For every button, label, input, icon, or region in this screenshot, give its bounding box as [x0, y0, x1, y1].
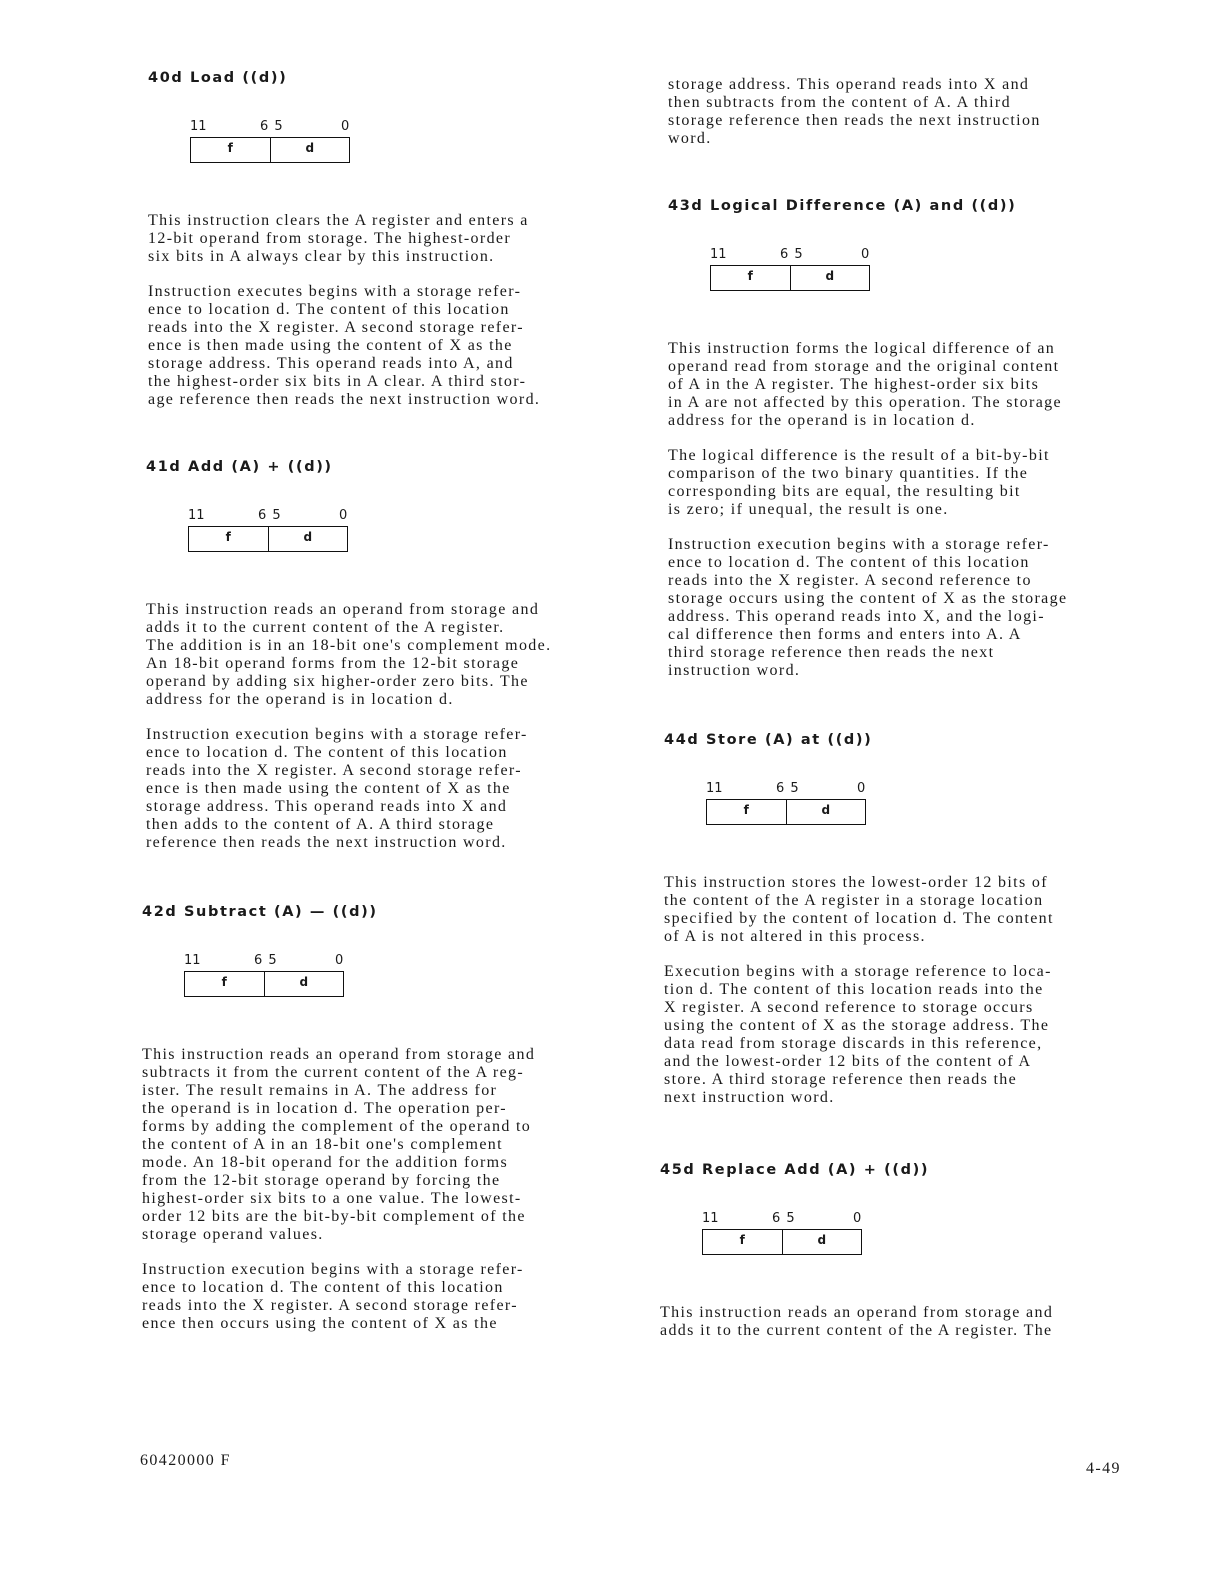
instruction-section: [142, 904, 632, 1350]
text-line: comparison of the two binary quantities. If the: [668, 465, 1029, 482]
field-f: f: [191, 138, 271, 162]
text-line: Instruction execution begins with a storage refer-: [668, 536, 1050, 553]
text-line: storage address. This operand reads into X and: [668, 76, 1030, 93]
paragraph: [668, 76, 1158, 148]
paragraph: [142, 1261, 632, 1333]
text-line: highest-order six bits to a one value. The lowest-: [142, 1190, 522, 1207]
page-number: 4-49: [1086, 1460, 1121, 1477]
text-line: This instruction clears the A register and enters a: [148, 212, 529, 229]
bit-label-0: 0: [341, 119, 350, 134]
paragraph: [664, 963, 1154, 1107]
text-line: storage reference then reads the next instruction: [668, 112, 1041, 129]
instruction-word-box: [188, 526, 348, 552]
text-line: instruction word.: [668, 662, 801, 679]
text-line: This instruction stores the lowest-order 12 bits of: [664, 874, 1048, 891]
instruction-format-diagram: [190, 120, 360, 166]
text-line: storage operand values.: [142, 1226, 324, 1243]
text-line: third storage reference then reads the next: [668, 644, 995, 661]
field-f: f: [189, 527, 269, 551]
text-line: This instruction reads an operand from storage and: [660, 1304, 1054, 1321]
text-line: from the 12-bit storage operand by forcing the: [142, 1172, 501, 1189]
bit-label-11: 11: [706, 781, 723, 796]
instruction-word-box: [706, 799, 866, 825]
text-line: 12-bit operand from storage. The highest-order: [148, 230, 512, 247]
text-line: reads into the X register. A second storage refer-: [142, 1297, 518, 1314]
field-d: d: [821, 803, 831, 817]
text-line: reads into the X register. A second reference to: [668, 572, 1032, 589]
text-line: ence to location d. The content of this location: [668, 554, 1030, 571]
text-line: forms by adding the complement of the operand to: [142, 1118, 532, 1135]
field-f: f: [711, 266, 791, 290]
field-f: f: [707, 800, 787, 824]
text-line: This instruction reads an operand from storage and: [146, 601, 540, 618]
bit-label-0: 0: [853, 1211, 862, 1226]
paragraph: [146, 601, 636, 709]
text-line: An 18-bit operand forms from the 12-bit storage: [146, 655, 520, 672]
bit-label-11: 11: [188, 508, 205, 523]
field-d: d: [299, 975, 309, 989]
instruction-section: [660, 1162, 1150, 1357]
text-line: then subtracts from the content of A. A third: [668, 94, 1011, 111]
instruction-section: [668, 76, 1158, 165]
text-line: The addition is in an 18-bit one's complement mode.: [146, 637, 552, 654]
text-line: Instruction executes begins with a storage refer-: [148, 283, 522, 300]
paragraph: [664, 874, 1154, 946]
text-line: order 12 bits are the bit-by-bit complement of the: [142, 1208, 526, 1225]
text-line: using the content of X as the storage address. The: [664, 1017, 1050, 1034]
bit-label-6-5: 6 5: [776, 781, 800, 796]
text-line: ence is then made using the content of X as the: [148, 337, 513, 354]
field-d: d: [305, 141, 315, 155]
instruction-format-diagram: [188, 509, 358, 555]
paragraph: [142, 1046, 632, 1244]
field-d: d: [825, 269, 835, 283]
bit-label-11: 11: [710, 247, 727, 262]
text-line: storage address. This operand reads into A, and: [148, 355, 514, 372]
text-line: of A is not altered in this process.: [664, 928, 926, 945]
text-line: reference then reads the next instruction word.: [146, 834, 507, 851]
bit-label-0: 0: [861, 247, 870, 262]
bit-label-0: 0: [339, 508, 348, 523]
paragraph: [668, 340, 1158, 430]
text-line: word.: [668, 130, 712, 147]
instruction-section: [146, 459, 636, 869]
bit-label-11: 11: [184, 953, 201, 968]
text-line: operand by adding six higher-order zero bits. The: [146, 673, 529, 690]
text-line: address. This operand reads into X, and the logi-: [668, 608, 1045, 625]
text-line: Instruction execution begins with a storage refer-: [142, 1261, 524, 1278]
bit-label-0: 0: [857, 781, 866, 796]
text-line: subtracts it from the current content of the A reg-: [142, 1064, 525, 1081]
field-d: d: [303, 530, 313, 544]
instruction-format-diagram: [710, 248, 880, 294]
instruction-heading: 42d Subtract (A) — ((d)): [142, 904, 378, 920]
text-line: This instruction reads an operand from storage and: [142, 1046, 536, 1063]
instruction-word-box: [710, 265, 870, 291]
bit-label-6-5: 6 5: [780, 247, 804, 262]
text-line: ence to location d. The content of this location: [142, 1279, 504, 1296]
instruction-word-box: [184, 971, 344, 997]
text-line: the content of A in an 18-bit one's complement: [142, 1136, 503, 1153]
instruction-format-diagram: [702, 1212, 872, 1258]
text-line: then adds to the content of A. A third storage: [146, 816, 495, 833]
text-line: the operand is in location d. The operation per-: [142, 1100, 507, 1117]
text-line: This instruction forms the logical difference of an: [668, 340, 1056, 357]
text-line: in A are not affected by this operation. The storage: [668, 394, 1062, 411]
field-d: d: [817, 1233, 827, 1247]
document-number: 60420000 F: [140, 1452, 231, 1469]
text-line: operand read from storage and the original content: [668, 358, 1060, 375]
text-line: Execution begins with a storage reference to loca-: [664, 963, 1052, 980]
text-line: next instruction word.: [664, 1089, 835, 1106]
bit-label-6-5: 6 5: [772, 1211, 796, 1226]
instruction-heading: 43d Logical Difference (A) and ((d)): [668, 198, 1017, 214]
instruction-heading: 41d Add (A) + ((d)): [146, 459, 333, 475]
text-line: adds it to the current content of the A register.: [146, 619, 505, 636]
text-line: address for the operand is in location d.: [668, 412, 976, 429]
text-line: Instruction execution begins with a storage refer-: [146, 726, 528, 743]
text-line: the content of the A register in a storage location: [664, 892, 1044, 909]
bit-label-11: 11: [702, 1211, 719, 1226]
text-line: ence is then made using the content of X as the: [146, 780, 511, 797]
bit-label-6-5: 6 5: [258, 508, 282, 523]
text-line: specified by the content of location d. The content: [664, 910, 1054, 927]
instruction-format-diagram: [706, 782, 876, 828]
text-line: ister. The result remains in A. The address for: [142, 1082, 498, 1099]
text-line: of A in the A register. The highest-order six bits: [668, 376, 1040, 393]
text-line: ence to location d. The content of this location: [148, 301, 510, 318]
instruction-heading: 45d Replace Add (A) + ((d)): [660, 1162, 930, 1178]
bit-label-11: 11: [190, 119, 207, 134]
paragraph: [660, 1304, 1150, 1340]
bit-label-6-5: 6 5: [254, 953, 278, 968]
instruction-word-box: [702, 1229, 862, 1255]
text-line: corresponding bits are equal, the resulting bit: [668, 483, 1021, 500]
instruction-heading: 40d Load ((d)): [148, 70, 288, 86]
text-line: The logical difference is the result of a bit-by-bit: [668, 447, 1050, 464]
instruction-section: [664, 732, 1154, 1124]
text-line: reads into the X register. A second storage refer-: [148, 319, 524, 336]
paragraph: [668, 536, 1158, 680]
text-line: tion d. The content of this location reads into the: [664, 981, 1044, 998]
paragraph: [148, 283, 638, 409]
text-line: data read from storage discards in this reference,: [664, 1035, 1043, 1052]
instruction-heading: 44d Store (A) at ((d)): [664, 732, 873, 748]
field-f: f: [185, 972, 265, 996]
bit-label-6-5: 6 5: [260, 119, 284, 134]
paragraph: [148, 212, 638, 266]
paragraph: [668, 447, 1158, 519]
text-line: store. A third storage reference then reads the: [664, 1071, 1018, 1088]
text-line: reads into the X register. A second storage refer-: [146, 762, 522, 779]
text-line: the highest-order six bits in A clear. A third stor-: [148, 373, 527, 390]
paragraph: [146, 726, 636, 852]
instruction-section: [668, 198, 1158, 697]
text-line: mode. An 18-bit operand for the addition forms: [142, 1154, 509, 1171]
text-line: age reference then reads the next instruction word.: [148, 391, 541, 408]
text-line: ence to location d. The content of this location: [146, 744, 508, 761]
text-line: address for the operand is in location d.: [146, 691, 454, 708]
field-f: f: [703, 1230, 783, 1254]
bit-label-0: 0: [335, 953, 344, 968]
text-line: and the lowest-order 12 bits of the content of A: [664, 1053, 1032, 1070]
text-line: storage occurs using the content of X as the storage: [668, 590, 1068, 607]
text-line: is zero; if unequal, the result is one.: [668, 501, 949, 518]
instruction-word-box: [190, 137, 350, 163]
text-line: storage address. This operand reads into X and: [146, 798, 508, 815]
text-line: cal difference then forms and enters into A. A: [668, 626, 1022, 643]
instruction-format-diagram: [184, 954, 354, 1000]
text-line: ence then occurs using the content of X as the: [142, 1315, 498, 1332]
text-line: X register. A second reference to storage occurs: [664, 999, 1034, 1016]
instruction-section: [148, 70, 638, 426]
text-line: six bits in A always clear by this instruction.: [148, 248, 495, 265]
text-line: adds it to the current content of the A register. The: [660, 1322, 1053, 1339]
